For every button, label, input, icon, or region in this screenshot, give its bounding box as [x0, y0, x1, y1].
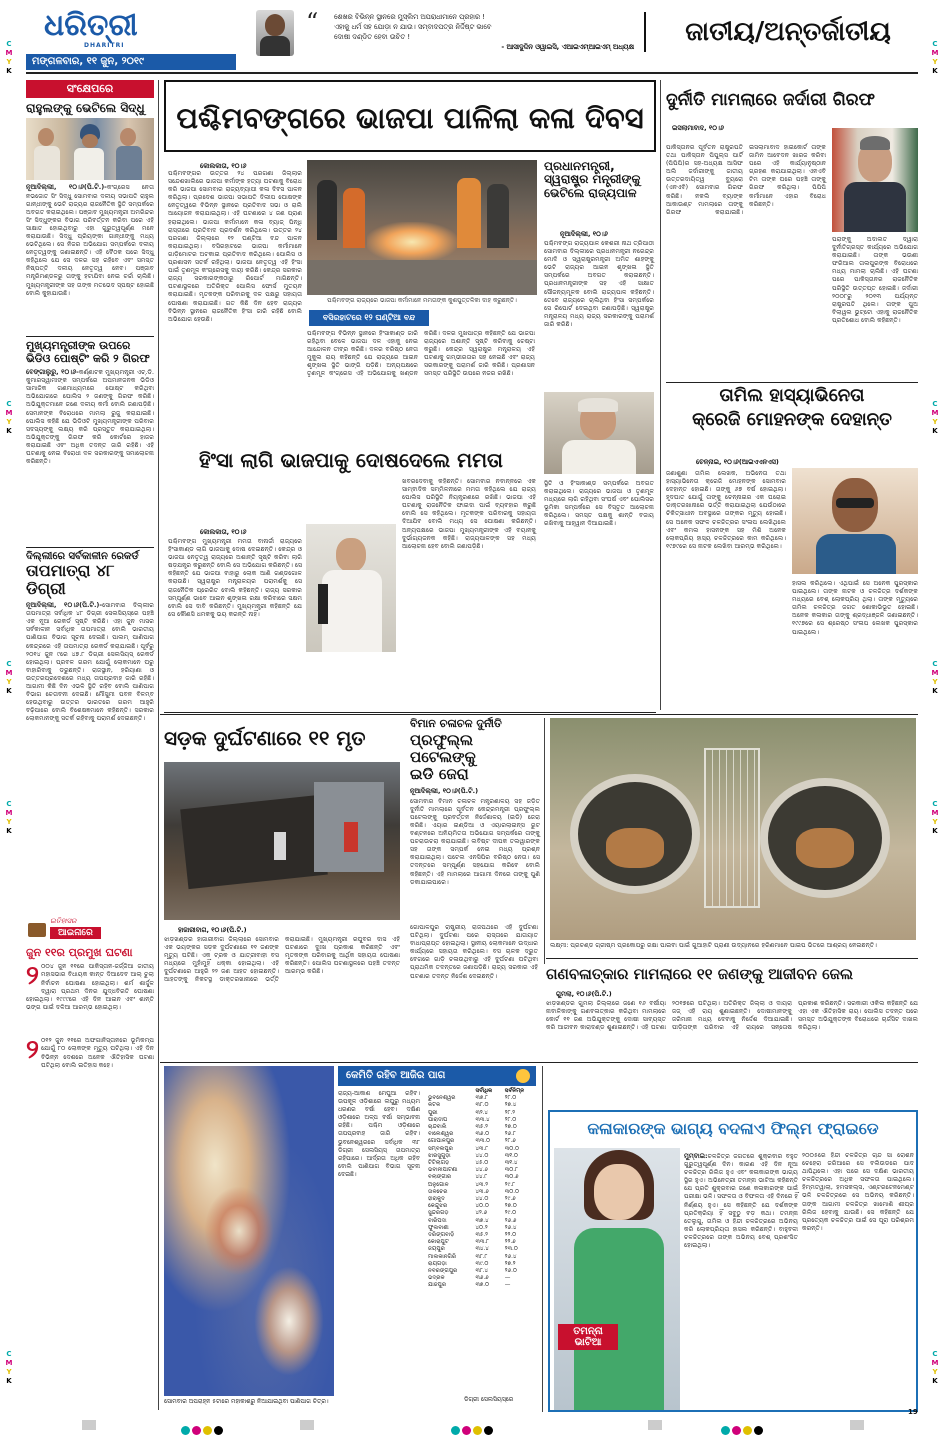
weather-row: [426, 1167, 536, 1174]
weather-city: ଯାଜପୁର: [428, 1282, 447, 1289]
weather-row: [426, 1261, 536, 1268]
weather-row: [426, 1146, 536, 1153]
lead-body-2: ପଶ୍ଚିମବଙ୍ଗ ବିଭିନ୍ନ ସ୍ଥାନରେ ହିଂସାକାଣ୍ଡ ଜାରି ରହିଥିବା ବେଳେ ଭାଜପା ଦଳ ଏହାକୁ ନେଇ ଆନ୍ଦୋଳନ ତୀବ୍ର କରିଛି। ଦଳର ବରିଷ୍ଠ ନେତା ମୁକୁଲ ରାୟ କହିଛନ୍ତି ଯେ ରାଜ୍ୟରେ ଆଇନ ଶୃଙ୍ଖଳା ସ୍ଥିତି ଭାଙ୍ଗି ପଡ଼ିଛି। ଅନ୍ୟପକ୍ଷରେ ତୃଣମୂଳ କଂଗ୍ରେସ ଏହି ଅଭିଯୋଗକୁ ଖଣ୍ଡନ କରିଛି। ଦଳର ମୁଖପାତ୍ର କହିଛନ୍ତି ଯେ ଭାଜପା ରାଜ୍ୟରେ ଅଶାନ୍ତି ସୃଷ୍ଟି କରିବାକୁ ଚେଷ୍ଟା କରୁଛି। କେନ୍ଦ୍ର ସ୍ୱରାଷ୍ଟ୍ର ମନ୍ତ୍ରାଳୟ ଏହି ଘଟଣାକୁ ଗମ୍ଭୀରତାର ସହ ନେଇଛି ଏବଂ ରାଜ୍ୟ ସରକାରଙ୍କୁ ପରାମର୍ଶ ଜାରି କରିଛି। ପ୍ରଶାସନ ସମସ୍ତ ପରିସ୍ଥିତି ଉପରେ ନଜର ରଖିଛି।: [307, 330, 535, 378]
weather-city: ସମ୍ବଲପୁର: [428, 1145, 453, 1152]
weather-low: ୩୦.୦: [504, 1188, 520, 1195]
photo-caption: ପଶ୍ଚିମବଙ୍ଗ ରାଜ୍ୟରେ ଭାଜପା କର୍ମୀମାନେ ମମତାଙ୍କ କୁଶପୁତ୍ତଳିକା ଦାହ କରୁଛନ୍ତି।: [327, 297, 517, 304]
tamanna-photo: [554, 1148, 680, 1410]
brief-body: ନୂଆଦିଲ୍ଲୀ, ୧୦।୬(ପି.ଟି.)-କଂଗ୍ରେସ ନେତା ନଭଜୋତ ସିଂ ସିଦ୍ଧୁ ସୋମବାର ଦଳୀୟ ସଭାପତି ରାହୁଲ ଗାନ୍ଧୀଙ୍କୁ ଭେଟି ରାଜ୍ୟର ରାଜନୈତିକ ସ୍ଥିତି ସମ୍ପର୍କରେ ଅବଗତ କରାଇଥିଲେ। ପଞ୍ଜାବ ମୁଖ୍ୟମନ୍ତ୍ରୀ ଅମରିନ୍ଦର ସିଂ ସିଦ୍ଧୁଙ୍କର ବିଭାଗ ପରିବର୍ତ୍ତନ କରିବା ପରେ ଏହି ସାକ୍ଷାତ ହୋଇଥିବାରୁ ଏହା ଗୁରୁତ୍ୱପୂର୍ଣ୍ଣ ମନେ କରାଯାଉଛି। ସିଦ୍ଧୁ ପ୍ରିୟଙ୍କା ଗାନ୍ଧୀଙ୍କୁ ମଧ୍ୟ ଭେଟିଥିଲେ। ସେ ନିଜର ଅଭିଯୋଗ ସମ୍ପର୍କରେ ଦଳୀୟ ନେତୃତ୍ୱଙ୍କୁ ଜଣାଇଛନ୍ତି। ଏହି ବୈଠକ ପରେ ସିଦ୍ଧୁ କହିଥିଲେ ଯେ ସେ ଦଳର ସହ ରହିବେ ଏବଂ ସମସ୍ତ ନିଷ୍ପତ୍ତି ଦଳୀୟ ନେତୃତ୍ୱ ନେବ। ପଞ୍ଜାବ ମନ୍ତ୍ରିମଣ୍ଡଳରୁ ତାଙ୍କୁ ହଟାଯିବା ନେଇ ଚର୍ଚ୍ଚା ଚାଲିଛି। ମୁଖ୍ୟମନ୍ତ୍ରୀଙ୍କ ସହ ତାଙ୍କ ମତଭେଦ ସ୍ପଷ୍ଟ ହୋଇଛି ବୋଲି କୁହାଯାଉଛି।: [26, 183, 154, 297]
weather-row: [426, 1160, 536, 1167]
history-banner: ଇତିହାସର ଆଇନାରେ: [26, 917, 154, 947]
weather-low: —: [504, 1275, 511, 1282]
weather-row: [426, 1246, 536, 1253]
registration-marks: C M Y K: [931, 40, 939, 75]
zardari-body-2: ପରାଙ୍କୁ ଅଦାଲତ ଦ୍ୱାରା ଦୁର୍ନୀତିଗ୍ରସ୍ତ କାର୍ଯ୍ୟରେ ଅଭିଯୋଗ କରାଯାଇଛି। ତାଙ୍କ ଭଉଣୀ ଫରିଆଲ ତାଲପୁରଙ୍କ ବିରୋଧରେ ମଧ୍ୟ ମାମଲା ଚାଲିଛି। ଏହି ଘଟଣା ପରେ ପାକିସ୍ତାନର ରାଜନୈତିକ ପରିସ୍ଥିତି ଉତ୍ତପ୍ତ ହୋଇଛି। ଜର୍ଦାରୀ ୨୦୦୮ରୁ ୨୦୧୩ ପର୍ଯ୍ୟନ୍ତ ରାଷ୍ଟ୍ରପତି ଥିଲେ। ତାଙ୍କ ପୁଅ ବିଲାୱଲ ଭୁଟ୍ଟୋ ଏହାକୁ ରାଜନୈତିକ ପ୍ରତିଶୋଧ ବୋଲି କହିଛନ୍ତି।: [832, 236, 918, 324]
weather-low: ୨୨.୬: [504, 1239, 516, 1246]
mamata-photo: [306, 524, 396, 652]
weather-row: [426, 1254, 536, 1261]
accident-photo: [164, 762, 400, 920]
weather-row: [426, 1196, 536, 1203]
patel-headline: ବିମାନ ଚଳାଚଳ ଦୁର୍ନୀତି: [410, 717, 502, 730]
weather-row: [426, 1117, 536, 1124]
weather-city: ନବରଙ୍ଗପୁର: [428, 1268, 458, 1275]
weather-high: ୪୦.୦: [475, 1203, 489, 1210]
weather-row: [426, 1153, 536, 1160]
weather-high: ୪୫.୦: [475, 1160, 489, 1167]
governor-body-2: ସ୍ଥିତି ଓ ହିଂସାକାଣ୍ଡ ସମ୍ପର୍କରେ ଅବଗତ କରାଇଥିଲେ। ରାଜ୍ୟରେ ଭାଜପା ଓ ତୃଣମୂଳ ମଧ୍ୟରେ ଲାଗି ରହିଥିବା ସଂଘର୍ଷ ଏବଂ ପୋଲିସର ଭୂମିକା ସମ୍ପର୍କରେ ସେ ବିସ୍ତୃତ ଆଲୋଚନା କରିଥିଲେ। ସମସ୍ତ ପକ୍ଷକୁ ଶାନ୍ତି ବଜାୟ ରଖିବାକୁ ଆହ୍ୱାନ ଦିଆଯାଇଛି।: [544, 480, 654, 528]
weather-high: ୪୩.୮: [475, 1145, 489, 1152]
brief-body: ନୂଆଦିଲ୍ଲୀ, ୧୦।୬(ପି.ଟି.)-ସୋମବାର ଦିଲ୍ଲୀର ତାପମାତ୍ରା ସର୍ବାଧିକ ୪୮ ଡିଗ୍ରୀ ସେଲସିୟସ୍‌ରେ ପହଞ୍ଚି ଏକ ନୂଆ ରେକର୍ଡ ସୃଷ୍ଟି କରିଛି। ଏହା ଜୁନ ମାସର ସର୍ବକାଳୀନ ସର୍ବାଧିକ ତାପମାତ୍ରା ବୋଲି ଭାରତୀୟ ପାଣିପାଗ ବିଭାଗ ସୂଚନା ଦେଇଛି। ପାଲମ୍ ପାଣିପାଗ କେନ୍ଦ୍ରରେ ଏହି ତାପମାତ୍ରା ରେକର୍ଡ କରାଯାଇଛି। ପୂର୍ବରୁ ୨୦୧୪ ଜୁନ ୯ରେ ୪୭.୮ ଡିଗ୍ରୀ ସେଲସିୟସ୍ ରେକର୍ଡ ହୋଇଥିଲା। ପ୍ରବଳ ଗରମ ଯୋଗୁଁ ଲୋକମାନେ ଘରୁ ବାହାରିବାକୁ ଡରୁଛନ୍ତି। ରାଜସ୍ଥାନ, ହରିୟାଣା ଓ ଉତ୍ତରପ୍ରଦେଶରେ ମଧ୍ୟ ତାପପ୍ରବାହ ଜାରି ରହିଛି। ଆଗାମୀ କିଛି ଦିନ ଏଭଳି ସ୍ଥିତି ରହିବ ବୋଲି ପାଣିପାଗ ବିଭାଗ ଚେତାବନୀ ଦେଇଛି। ମୌସୁମୀ ପବନ ବିଳମ୍ବ ହେଉଥିବାରୁ ଉତ୍ତର ଭାରତରେ ଗରମ ଆହୁରି ବଢ଼ିପାରେ ବୋଲି ବିଶେଷଜ୍ଞମାନେ କହିଛନ୍ତି। ସରକାର ଲୋକମାନଙ୍କୁ ସତର୍କ ରହିବାକୁ ପରାମର୍ଶ ଦେଇଛନ୍ତି।: [26, 601, 154, 723]
brief-body: ବେଙ୍ଗାଲୁରୁ, ୧୦।୬-କର୍ଣ୍ଣାଟକ ମୁଖ୍ୟମନ୍ତ୍ରୀ ଏଚ୍‌.ଡି. କୁମାରସ୍ୱାମୀଙ୍କ ସମ୍ପର୍କରେ ଅପମାନଜନକ ଭିଡିଓ ସାମାଜିକ ଗଣମାଧ୍ୟମରେ ପୋଷ୍ଟ କରିଥିବା ଅଭିଯୋଗରେ ପୋଲିସ ୨ ଜଣଙ୍କୁ ଗିରଫ କରିଛି। ଅଭିଯୁକ୍ତମାନେ ଜଣେ ଦଳୀୟ କର୍ମୀ ବୋଲି ଜଣାପଡ଼ିଛି। ସେମାନଙ୍କ ବିରୋଧରେ ମାମଲା ରୁଜୁ କରାଯାଇଛି। ପୋଲିସ କହିଛି ଯେ ଭିଡିଓଟି ମୁଖ୍ୟମନ୍ତ୍ରୀଙ୍କ ପରିବାର ସଦସ୍ୟଙ୍କୁ ଲକ୍ଷ୍ୟ କରି ପ୍ରସ୍ତୁତ କରାଯାଇଥିଲା। ଅଭିଯୁକ୍ତଙ୍କୁ ଗିରଫ କରି କୋର୍ଟରେ ହାଜର କରାଯାଇଛି ଏବଂ ଅଧିକ ତଦନ୍ତ ଜାରି ରହିଛି। ଏହି ଘଟଣାକୁ ନେଇ ବିରୋଧୀ ଦଳ ସରକାରଙ୍କୁ ସମାଲୋଚନା କରିଛନ୍ତି।: [26, 368, 154, 466]
weather-city: କୋରାପୁଟ: [428, 1239, 449, 1246]
mamata-headline: ହିଂସା ଲାଗି ଭାଜପାକୁ ଦୋଷଦେଲେ ମମତା: [199, 448, 503, 472]
registration-marks: C M Y K: [5, 800, 13, 835]
deer-caption: ଲକ୍ଷ୍ମୀ: ପ୍ରଚଣ୍ଡ ଗ୍ରୀଷ୍ମ ପ୍ରକୋପରୁ ରକ୍ଷା ପାଇବା ପାଇଁ ଗୁଆହାଟି ପ୍ରାଣୀ ଉଦ୍ୟାନରେ ହରିଣମାନେ ପାଇପ ଭିତରେ ଆଶ୍ରୟ ନେଇଛନ୍ତି।: [550, 942, 877, 949]
weather-row: [426, 1102, 536, 1109]
registration-marks: C M Y K: [931, 400, 939, 435]
history-entry: ୨ ୦୦୪ ଜୁନ ୧୧ରେ ପାକିସ୍ତାନ-ଜର୍ଜ୍ଜିଆ ଜାତୀୟ ମହାସଭାର ବିଧାୟକ କାନ୍ତ ଦିଆଦେବ ଆଲ୍ ଚୁଲା ନିର୍ବାଚନ ଘୋଷଣା ହୋଇଥିଲା। ଶର୍ମ ଶାର୍ଦ୍ଦୁଳ ଦ୍ୱାରା ପ୍ରଥମ ଦିନର ଯୁଦ୍ଧବିରତି ଘୋଷଣା ହୋଇଥିଲା। ୧୯୯୯ରେ ଏହି ଦିନ ଆଇନ ଏବଂ ଶାନ୍ତି ଭଙ୍ଗ ପାଇଁ ଦଳିଆ ଆରମ୍ଭ ହୋଇଥିଲା।: [26, 961, 154, 1011]
page-number: 19: [908, 1408, 918, 1416]
registration-marks: C M Y K: [931, 660, 939, 695]
section-title: ଜାତୀୟ/ଅନ୍ତର୍ଜାତୀୟ: [644, 12, 930, 52]
weather-row: [426, 1182, 536, 1189]
weather-city: ଚାନ୍ଦବାଲି: [428, 1124, 447, 1131]
brief-headline: ରାହୁଲଙ୍କୁ ଭେଟିଲେ ସିଦ୍ଧୁ: [26, 101, 145, 115]
weather-high: ୩୮.୦: [475, 1102, 489, 1109]
registration-marks: C M Y K: [931, 1350, 939, 1385]
briefs-banner: ସଂକ୍ଷେପରେ: [26, 80, 154, 98]
weather-header: କେମିତି ରହିବ ଆଜିର ପାଗ: [338, 1066, 536, 1086]
weather-city: ପୁରୀ: [428, 1109, 438, 1116]
sub-banner: ବସିରହାଟରେ ୧୨ ଘଣ୍ଟିଆ ବନ୍ଦ: [309, 310, 429, 326]
weather-city: କଟକ: [428, 1102, 441, 1109]
registration-marks: C M Y K: [5, 40, 13, 75]
crazy-body-2: ହାସଲ କରିଥିଲେ। ଏଥିପାଇଁ ସେ ଅନେକ ପୁରସ୍କାର ପାଇଥିଲେ। ତାଙ୍କ ନାଟକ ଓ ଚଳଚ୍ଚିତ୍ର ଦର୍ଶକଙ୍କ ମଧ୍ୟରେ ବେଶ୍ ଲୋକପ୍ରିୟ ଥିଲା। ତାଙ୍କ ମୃତ୍ୟୁରେ ତାମିଲ ଚଳଚ୍ଚିତ୍ର ଜଗତ ଶୋକାଭିଭୂତ ହୋଇଛି। ଅନେକ କଳାକାର ତାଙ୍କୁ ଶ୍ରଦ୍ଧାଞ୍ଜଳି ଜଣାଇଛନ୍ତି। ୧୯୯୭ରେ ସେ ଶ୍ରେଷ୍ଠ ସଂଳାପ ଲେଖକ ପୁରସ୍କାର ପାଇଥିଲେ।: [792, 580, 918, 636]
weather-city: ରାୟଗଡ଼ା: [428, 1260, 447, 1267]
weather-high: ୪୪.୦: [475, 1196, 489, 1203]
weather-row: [426, 1189, 536, 1196]
governor-body: ପଶ୍ଚିମବଙ୍ଗ ରାଜ୍ୟପାଳ କେଶରୀ ନାଥ ତ୍ରିପାଠୀ ସୋମବାର ଦିଲ୍ଲୀରେ ପ୍ରଧାନମନ୍ତ୍ରୀ ନରେନ୍ଦ୍ର ମୋଦି ଓ ସ୍ୱରାଷ୍ଟ୍ରମନ୍ତ୍ରୀ ଅମିତ ଶାହଙ୍କୁ ଭେଟି ରାଜ୍ୟର ଆଇନ ଶୃଙ୍ଖଳା ସ୍ଥିତି ସମ୍ପର୍କରେ ଅବଗତ କରାଇଛନ୍ତି। ପ୍ରଧାନମନ୍ତ୍ରୀଙ୍କ ସହ ଏହି ସାକ୍ଷାତ ସୌଜନ୍ୟମୂଳକ ବୋଲି ରାଜ୍ୟପାଳ କହିଛନ୍ତି। ତେବେ ରାଜ୍ୟରେ ଚାଲିଥିବା ହିଂସା ସମ୍ପର୍କରେ ସେ ରିପୋର୍ଟ ଦେଇଥିବା ଜଣାପଡ଼ିଛି। ସ୍ୱରାଷ୍ଟ୍ର ମନ୍ତ୍ରାଳୟ ମଧ୍ୟ ରାଜ୍ୟ ସରକାରଙ୍କୁ ପରାମର୍ଶ ଜାରି କରିଛି।: [544, 240, 654, 328]
weather-high: ୩୮.୮: [475, 1253, 488, 1260]
name-badge: ତମନ୍ନା ଭାଟିଆ: [558, 1324, 618, 1350]
weather-low: ୨୭.୪: [504, 1102, 517, 1109]
accident-story: ସଡ଼କ ଦୁର୍ଘଟଣାରେ ୧୧ ମୃତ ହାଜାରୀବାଗ, ୧୦।୬(ପି.ଟି.) ଝାଡ଼ଖଣ୍ଡର ହାଜାରୀବାଗ ଜିଲ୍ଲାରେ ସୋମବାର ଏକ ଭୟଙ୍କର ସଡ଼କ ଦୁର୍ଘଟଣାରେ ୧୧ ଜଣଙ୍କ ମୃତ୍ୟୁ ଘଟିଛି। ଏକ ଟ୍ରକ ଓ ଯାତ୍ରୀବାହୀ ବସ ମଧ୍ୟରେ ମୁହାଁମୁହିଁ ଧକ୍କା ହୋଇଥିଲା। ଏହି ଦୁର୍ଘଟଣାରେ ଆହୁରି ୨୨ ଜଣ ଆହତ ହୋଇଛନ୍ତି। ଆହତଙ୍କୁ ନିକଟସ୍ଥ ଡାକ୍ତରଖାନାରେ ଭର୍ତ୍ତି କରାଯାଇଛି। ମୁଖ୍ୟମନ୍ତ୍ରୀ ରଘୁବର ଦାସ ଏହି ଘଟଣାରେ ଦୁଃଖ ପ୍ରକାଶ କରିଛନ୍ତି ଏବଂ ମୃତକଙ୍କ ପରିବାରକୁ ଆର୍ଥିକ ସହାୟତା ଘୋଷଣା କରିଛନ୍ତି। ପୋଲିସ ଘଟଣାସ୍ଥଳରେ ପହଞ୍ଚି ତଦନ୍ତ ଆରମ୍ଭ କରିଛି।: [164, 718, 404, 1058]
weather-city: ବଲାଙ୍ଗୀର: [428, 1174, 452, 1181]
accident-headline: ସଡ଼କ ଦୁର୍ଘଟଣାରେ ୧୧ ମୃତ: [164, 726, 366, 750]
weather-high: ୪୪.୬: [475, 1167, 488, 1174]
weather-row: [426, 1232, 536, 1239]
brief-photo: [26, 118, 154, 180]
patel-body: ସୋମବାର ବିମାନ ଚଳାଚଳ ମନ୍ତ୍ରଣାଳୟ ସହ ଜଡ଼ିତ ଦୁର୍ନୀତି ମାମଲାରେ ପୂର୍ବତନ କେନ୍ଦ୍ରମନ୍ତ୍ରୀ ପ୍ରଫୁଲ୍ଲ ପଟେଲଙ୍କୁ ପ୍ରବର୍ତ୍ତନ ନିର୍ଦ୍ଦେଶାଳୟ (ଇଡି) ଜେରା କରିଛି। ଏୟାର ଇଣ୍ଡିଆ ଓ ଏୟାରଲାଇନ୍ସ ରୁଟ ବଣ୍ଟନରେ ଅନିୟମିତତା ଅଭିଯୋଗ ସମ୍ପର୍କରେ ତାଙ୍କୁ ପଚରାଉଚରା କରାଯାଇଛି। ଲବିଷ୍ଟ ଦୀପକ ତଲୱାରଙ୍କ ସହ ତାଙ୍କ ସମ୍ପର୍କ ନେଇ ମଧ୍ୟ ପ୍ରଶ୍ନ କରାଯାଇଥିଲା। ପଟେଲ ଏନସିପିର ବରିଷ୍ଠ ନେତା। ସେ ତଦନ୍ତରେ ସମ୍ପୂର୍ଣ୍ଣ ସହଯୋଗ କରିବେ ବୋଲି କହିଛନ୍ତି। ଏହି ମାମଲାରେ ଆଗାମୀ ଦିନରେ ତାଙ୍କୁ ପୁଣି ଡକାଯାଇପାରେ।: [410, 797, 540, 886]
gang-body: ଝାଡ଼ଖଣ୍ଡର ଗୁମଲା ଜିଲ୍ଲାରେ ଜଣେ ୧୬ ବର୍ଷୀୟା ନାବାଳିକାଙ୍କୁ ଗଣବଳାତ୍କାର କରିଥିବା ମାମଲାରେ କୋର୍ଟ ୧୧ ଜଣ ଅଭିଯୁକ୍ତଙ୍କୁ ଦୋଷୀ ସାବ୍ୟସ୍ତ କରି ଆଜୀବନ କାରାଦଣ୍ଡ ଶୁଣାଇଛନ୍ତି। ଏହି ଘଟଣା ୨୦୧୭ରେ ଘଟିଥିଲା। ଅତିରିକ୍ତ ଜିଲ୍ଲା ଓ ଦାୟରା ଜଜ୍ ଏହି ରାୟ ଶୁଣାଇଛନ୍ତି। ଦୋଷୀମାନଙ୍କୁ ଜରିମାନା ମଧ୍ୟ ଦେବାକୁ ନିର୍ଦ୍ଦେଶ ଦିଆଯାଇଛି। ପୀଡ଼ିତାଙ୍କ ପରିବାର ଏହି ରାୟରେ ସନ୍ତୋଷ ପ୍ରକାଶ କରିଛନ୍ତି। ସରକାରୀ ଓକିଲ କହିଛନ୍ତି ଯେ ଏହା ଏକ ଐତିହାସିକ ରାୟ। ପୋଲିସ ତଦନ୍ତ ପରେ ସମସ୍ତ ଅଭିଯୁକ୍ତଙ୍କ ବିରୋଧରେ ଚାର୍ଜସିଟ ଦାଖଲ କରିଥିଲା।: [546, 1000, 918, 1032]
weather-row: [426, 1210, 536, 1217]
weather-low: ୨୬.୬: [504, 1217, 517, 1224]
weather-high: ୩୨.୪: [475, 1109, 488, 1116]
zardari-headline: ଦୁର୍ନୀତି ମାମଲାରେ ଜର୍ଦାରୀ ଗିରଫ: [666, 90, 875, 110]
satellite-caption: ସୋମବାର ଅପରାହ୍ନ ୫ଟାରେ ମହାକାଶରୁ ନିଆଯାଇଥିବା ପାଣିପାଗ ଚିତ୍ର।: [164, 1398, 329, 1405]
weather-city: ଭବାନୀପାଟଣା: [428, 1167, 458, 1174]
book-icon: [28, 923, 46, 937]
patel-story: ବିମାନ ଚଳାଚଳ ଦୁର୍ନୀତି ପ୍ରଫୁଲ୍ଲ ପଟେଲଙ୍କୁ ଇଡି ଜେରା ନୂଆଦିଲ୍ଲୀ, ୧୦।୬(ପି.ଟି.) ସୋମବାର ବିମାନ ଚଳାଚଳ ମନ୍ତ୍ରଣାଳୟ ସହ ଜଡ଼ିତ ଦୁର୍ନୀତି ମାମଲାରେ ପୂର୍ବତନ କେନ୍ଦ୍ରମନ୍ତ୍ରୀ ପ୍ରଫୁଲ୍ଲ ପଟେଲଙ୍କୁ ପ୍ରବର୍ତ୍ତନ ନିର୍ଦ୍ଦେଶାଳୟ (ଇଡି) ଜେରା କରିଛି। ଏୟାର ଇଣ୍ଡିଆ ଓ ଏୟାରଲାଇନ୍ସ ରୁଟ ବଣ୍ଟନରେ ଅନିୟମିତତା ଅଭିଯୋଗ ସମ୍ପର୍କରେ ତାଙ୍କୁ ପଚରାଉଚରା କରାଯାଇଛି। ଲବିଷ୍ଟ ଦୀପକ ତଲୱାରଙ୍କ ସହ ତାଙ୍କ ସମ୍ପର୍କ ନେଇ ମଧ୍ୟ ପ୍ରଶ୍ନ କରାଯାଇଥିଲା। ପଟେଲ ଏନସିପିର ବରିଷ୍ଠ ନେତା। ସେ ତଦନ୍ତରେ ସମ୍ପୂର୍ଣ୍ଣ ସହଯୋଗ କରିବେ ବୋଲି କହିଛନ୍ତି। ଏହି ମାମଲାରେ ଆଗାମୀ ଦିନରେ ତାଙ୍କୁ ପୁଣି ଡକାଯାଇପାରେ।: [410, 718, 540, 922]
weather-low: ୨୮.୦: [504, 1095, 517, 1102]
weather-row: [426, 1275, 536, 1282]
weather-low: ୩୧.୦: [504, 1152, 518, 1159]
weather-low: ୨୮.୦: [504, 1116, 517, 1123]
patel-headline: ପ୍ରଫୁଲ୍ଲ ପଟେଲଙ୍କୁ: [410, 731, 476, 767]
weather-high: ୩୭.୦: [475, 1282, 490, 1289]
weather-high: ୩୬.୦: [475, 1131, 490, 1138]
weather-row: [426, 1095, 536, 1102]
weather-row: [426, 1218, 536, 1225]
weather-low: ୨୬.୮: [504, 1131, 516, 1138]
weather-row: [426, 1138, 536, 1145]
weather-low: ୨୨.୦: [504, 1232, 517, 1239]
weather-high: ୩୭.୮: [475, 1095, 488, 1102]
zardari-story: ଦୁର୍ନୀତି ମାମଲାରେ ଜର୍ଦାରୀ ଗିରଫ ଇସଲାମାବାଦ, ୧୦।୬ ପାକିସ୍ତାନର ପୂର୍ବତନ ରାଷ୍ଟ୍ରପତି ତଥା ପାକିସ୍ତାନ ପିପୁଲ୍‌ସ ପାର୍ଟି (ପିପିପି)ର ସହ-ଅଧ୍ୟକ୍ଷ ଆସିଫ ଅଲି ଜର୍ଦାରୀଙ୍କୁ ଜାତୀୟ ଉତ୍ତରଦାୟିତ୍ୱ ବ୍ୟୁରୋ (ଏନଏବି) ସୋମବାର ଗିରଫ କରିଛି। ନକଲି ବ୍ୟାଙ୍କ ଆକାଉଣ୍ଟ ମାମଲାରେ ତାଙ୍କୁ ଗିରଫ କରାଯାଇଛି। ଇସଲାମାବାଦ ହାଇକୋର୍ଟ ତାଙ୍କ ଜାମିନ ଆବେଦନ ଖାରଜ କରିବା ପରେ ଏହି କାର୍ଯ୍ୟାନୁଷ୍ଠାନ ଗ୍ରହଣ କରାଯାଇଥିଲା। ଏନଏବି ଟିମ ତାଙ୍କ ଘରେ ପହଞ୍ଚି ତାଙ୍କୁ ଗିରଫ କରିଥିଲା। ପିପିପି କର୍ମୀମାନେ ଏହାର ବିରୋଧ କରିଛନ୍ତି। ପରାଙ୍କୁ ଅଦାଲତ ଦ୍ୱାରା ଦୁର୍ନୀତିଗ୍ରସ୍ତ କାର୍ଯ୍ୟରେ ଅଭିଯୋଗ କରାଯାଇଛି। ତାଙ୍କ ଭଉଣୀ ଫରିଆଲ ତାଲପୁରଙ୍କ ବିରୋଧରେ ମଧ୍ୟ ମାମଲା ଚାଲିଛି। ଏହି ଘଟଣା ପରେ ପାକିସ୍ତାନର ରାଜନୈତିକ ପରିସ୍ଥିତି ଉତ୍ତପ୍ତ ହୋଇଛି। ଜର୍ଦାରୀ ୨୦୦୮ରୁ ୨୦୧୩ ପର୍ଯ୍ୟନ୍ତ ରାଷ୍ଟ୍ରପତି ଥିଲେ। ତାଙ୍କ ପୁଅ ବିଲାୱଲ ଭୁଟ୍ଟୋ ଏହାକୁ ରାଜନୈତିକ ପ୍ରତିଶୋଧ ବୋଲି କହିଛନ୍ତି।: [666, 80, 918, 378]
weather-row: [426, 1282, 536, 1289]
weather-high: ୪୩.୨: [475, 1181, 488, 1188]
weather-low: ୨୮.୬: [504, 1138, 516, 1145]
friday-headline: କଳାକାରଙ୍କ ଭାଗ୍ୟ ବଦଳାଏ ଫିଲ୍ମ ଫ୍ରାଇଡେ: [587, 1119, 879, 1138]
weather-row: [426, 1131, 536, 1138]
masthead-date: ମଙ୍ଗଳବାର, ୧୧ ଜୁନ, ୨୦୧୯: [26, 54, 236, 70]
crazy-body: ଜଣାଶୁଣା ତାମିଲ ଲେଖକ, ଅଭିନେତା ତଥା ହାସ୍ୟାଭିନେତା କ୍ରେଜି ମୋହନଙ୍କ ସୋମବାର ଦେହାନ୍ତ ହୋଇଛି। ତାଙ୍କୁ ୬୭ ବର୍ଷ ହୋଇଥିଲା। ହୃଦଘାତ ଯୋଗୁଁ ତାଙ୍କୁ ଚେନ୍ନାଇର ଏକ ଘରୋଇ ଡାକ୍ତରଖାନାରେ ଭର୍ତ୍ତି କରାଯାଇଥିଲା ଯେଉଁଠାରେ ଚିକିତ୍ସାଧୀନ ଅବସ୍ଥାରେ ତାଙ୍କର ମୃତ୍ୟୁ ହୋଇଛି। ସେ ଅନେକ ସଫଳ ଚଳଚ୍ଚିତ୍ରର ସଂଳାପ ଲେଖିଥିଲେ ଏବଂ କମଲ ହାସନଙ୍କ ସହ ମିଶି ଅନେକ ଲୋକପ୍ରିୟ ହାସ୍ୟ ଚଳଚ୍ଚିତ୍ରରେ କାମ କରିଥିଲେ। ୧୯୭୯ରେ ସେ ନାଟକ ଲେଖିବା ଆରମ୍ଭ କରିଥିଲେ।: [666, 470, 786, 550]
quote-icon: “: [306, 8, 319, 36]
friday-story: [548, 1110, 918, 1412]
accident-body-2: ଗୋପାଳପୁର ରାଷ୍ଟ୍ରୀୟ ରାଜପଥରେ ଏହି ଦୁର୍ଘଟଣା ଘଟିଥିଲା। ଦୁର୍ଘଟଣା ପରେ ରାସ୍ତାରେ ଯାତାୟାତ ବାଧାପ୍ରାପ୍ତ ହୋଇଥିଲା। ସ୍ଥାନୀୟ ଲୋକମାନେ ଉଦ୍ଧାର କାର୍ଯ୍ୟରେ ସହାୟତା କରିଥିଲେ। ବସ ଚାଳକ ଦ୍ରୁତ ବେଗରେ ଗାଡ଼ି ଚଳାଉଥିବାରୁ ଏହି ଦୁର୍ଘଟଣା ଘଟିଥିବା ପ୍ରାଥମିକ ତଦନ୍ତରେ ଜଣାପଡ଼ିଛି। ରାଜ୍ୟ ସରକାର ଏହି ଘଟଣାର ତଦନ୍ତ ନିର୍ଦ୍ଦେଶ ଦେଇଛନ୍ତି।: [410, 924, 538, 980]
weather-city: ଝାରସୁଗୁଡ଼ା: [428, 1152, 451, 1159]
zardari-body: ପାକିସ୍ତାନର ପୂର୍ବତନ ରାଷ୍ଟ୍ରପତି ତଥା ପାକିସ୍ତାନ ପିପୁଲ୍‌ସ ପାର୍ଟି (ପିପିପି)ର ସହ-ଅଧ୍ୟକ୍ଷ ଆସିଫ ଅଲି ଜର୍ଦାରୀଙ୍କୁ ଜାତୀୟ ଉତ୍ତରଦାୟିତ୍ୱ ବ୍ୟୁରୋ (ଏନଏବି) ସୋମବାର ଗିରଫ କରିଛି। ନକଲି ବ୍ୟାଙ୍କ ଆକାଉଣ୍ଟ ମାମଲାରେ ତାଙ୍କୁ ଗିରଫ କରାଯାଇଛି। ଇସଲାମାବାଦ ହାଇକୋର୍ଟ ତାଙ୍କ ଜାମିନ ଆବେଦନ ଖାରଜ କରିବା ପରେ ଏହି କାର୍ଯ୍ୟାନୁଷ୍ଠାନ ଗ୍ରହଣ କରାଯାଇଥିଲା। ଏନଏବି ଟିମ ତାଙ୍କ ଘରେ ପହଞ୍ଚି ତାଙ୍କୁ ଗିରଫ କରିଥିଲା। ପିପିପି କର୍ମୀମାନେ ଏହାର ବିରୋଧ କରିଛନ୍ତି।: [666, 144, 826, 216]
weather-city: ହୀରାକୁଦ: [428, 1196, 445, 1203]
weather-city: ମାଲକାନଗିରି: [428, 1253, 457, 1260]
weather-low: ୨୯.୮: [504, 1181, 516, 1188]
weather-low: ୨୩.୦: [504, 1246, 518, 1253]
weather-high: ୩୩.୮: [475, 1239, 489, 1246]
accident-body: ଝାଡ଼ଖଣ୍ଡର ହାଜାରୀବାଗ ଜିଲ୍ଲାରେ ସୋମବାର ଏକ ଭୟଙ୍କର ସଡ଼କ ଦୁର୍ଘଟଣାରେ ୧୧ ଜଣଙ୍କ ମୃତ୍ୟୁ ଘଟିଛି। ଏକ ଟ୍ରକ ଓ ଯାତ୍ରୀବାହୀ ବସ ମଧ୍ୟରେ ମୁହାଁମୁହିଁ ଧକ୍କା ହୋଇଥିଲା। ଏହି ଦୁର୍ଘଟଣାରେ ଆହୁରି ୨୨ ଜଣ ଆହତ ହୋଇଛନ୍ତି। ଆହତଙ୍କୁ ନିକଟସ୍ଥ ଡାକ୍ତରଖାନାରେ ଭର୍ତ୍ତି କରାଯାଇଛି। ମୁଖ୍ୟମନ୍ତ୍ରୀ ରଘୁବର ଦାସ ଏହି ଘଟଣାରେ ଦୁଃଖ ପ୍ରକାଶ କରିଛନ୍ତି ଏବଂ ମୃତକଙ୍କ ପରିବାରକୁ ଆର୍ଥିକ ସହାୟତା ଘୋଷଣା କରିଛନ୍ତି। ପୋଲିସ ଘଟଣାସ୍ଥଳରେ ପହଞ୍ଚି ତଦନ୍ତ ଆରମ୍ଭ କରିଛି।: [164, 936, 400, 984]
weather-box: [164, 1066, 536, 1412]
weather-high: ୩୬.୬: [475, 1275, 489, 1282]
lead-body: ପଶ୍ଚିମବଙ୍ଗର ଉତ୍ତର ୨୪ ପରଗଣା ଜିଲ୍ଲାର ସନ୍ଦେଶଖାଲିରେ ଭାଜପା କର୍ମୀଙ୍କ ହତ୍ୟା ଘଟଣାକୁ ବିରୋଧ କରି ଭାଜପା ସୋମବାର ରାଜ୍ୟବ୍ୟାପୀ କଳା ଦିବସ ପାଳନ କରିଥିଲା। ପ୍ରଦେଶ ଭାଜପା ସଭାପତି ଦିଲୀପ ଘୋଷଙ୍କ ନେତୃତ୍ୱରେ ବିଭିନ୍ନ ସ୍ଥାନରେ ପ୍ରତିବାଦ ସଭା ଓ ରାଲି ଆୟୋଜନ କରାଯାଇଥିଲା। ଏହି ଘଟଣାରେ ୪ ଜଣ ପ୍ରାଣ ହରାଇଥିଲେ। ଭାଜପା କର୍ମୀମାନେ କଳା ବ୍ୟାଜ୍ ପିନ୍ଧି ରାସ୍ତାରେ ପ୍ରତିବାଦ ପ୍ରଦର୍ଶନ କରିଥିଲେ। ଉତ୍ତର ୨୪ ପରଗଣା ଜିଲ୍ଲାରେ ୧୨ ଘଣ୍ଟିଆ ବନ୍ଦ ପାଳନ କରାଯାଇଥିଲା। ବସିରହାଟରେ ଭାଜପା କର୍ମୀମାନେ ଗାଡ଼ିମୋଟର ଅଟକାଇ ପ୍ରତିବାଦ କରିଥିଲେ। ପୋଲିସ ଓ ପ୍ରଶାସନ ସତର୍କ ରହିଥିଲା। ଭାଜପା ନେତୃତ୍ୱ ଏହି ହିଂସା ପାଇଁ ତୃଣମୂଳ କଂଗ୍ରେସକୁ ଦାୟୀ କରିଛି। କେନ୍ଦ୍ର ସରକାର ରାଜ୍ୟ ସରକାରଙ୍କଠାରୁ ରିପୋର୍ଟ ମାଗିଛନ୍ତି। ଘଟଣାସ୍ଥଳରେ ଅତିରିକ୍ତ ପୋଲିସ ଫୋର୍ସ ମୁତୟନ କରାଯାଇଛି। ମୃତକଙ୍କ ପରିବାରକୁ ଦଳ ପକ୍ଷରୁ ସହାୟତା ଘୋଷଣା କରାଯାଇଛି। ଗତ କିଛି ଦିନ ହେବ ରାଜ୍ୟର ବିଭିନ୍ନ ସ୍ଥାନରେ ରାଜନୈତିକ ହିଂସା ଜାରି ରହିଛି ବୋଲି ଅଭିଯୋଗ ହେଉଛି।: [168, 170, 302, 323]
patel-headline: ଇଡି ଜେରା: [410, 764, 469, 783]
zardari-photo: [832, 128, 918, 232]
weather-city: ସୁନ୍ଦରଗଡ଼: [428, 1210, 449, 1217]
weather-city: ବାରିପଦା: [428, 1217, 447, 1224]
dharitri-logo: ଧରିତ୍ରୀ DHARITRI: [44, 8, 138, 49]
weather-high: ୩୮.୪: [475, 1268, 489, 1275]
registration-marks: C M Y K: [931, 800, 939, 835]
brief-headline: ମୁଖ୍ୟମନ୍ତ୍ରୀଙ୍କ ଉପରେ ଭିଡିଓ ପୋଷ୍ଟିଂ କରି ୨ ଗିରଫ: [26, 339, 150, 365]
weather-low: ୨୭.୦: [504, 1124, 517, 1131]
crazy-headline: କ୍ରେଜି ମୋହନଙ୍କ ଦେହାନ୍ତ: [692, 409, 892, 431]
weather-high: ୪୪.୮: [475, 1174, 488, 1181]
weather-high: ୩୭.୪: [475, 1217, 489, 1224]
weather-city: ଟିଟିଲାଗଡ଼: [428, 1160, 450, 1167]
weather-row: [426, 1203, 536, 1210]
weather-low: ୨୯.୬: [504, 1196, 516, 1203]
friday-body: ମୁମ୍ବାଇ:ଚଳଚ୍ଚିତ୍ର ଜଗତରେ ଶୁକ୍ରବାର ବହୁତ ଗୁରୁତ୍ୱପୂର୍ଣ୍ଣ ଦିନ। କାରଣ ଏହି ଦିନ ନୂଆ ଚଳଚ୍ଚିତ୍ର ରିଲିଜ ହୁଏ ଏବଂ କଳାକାରଙ୍କ ଭାଗ୍ୟ ସ୍ଥିର ହୁଏ। ଅଭିନେତ୍ରୀ ତମନ୍ନା ଭାଟିଆ କହିଛନ୍ତି ଯେ ପ୍ରତି ଶୁକ୍ରବାର ଜଣେ କଳାକାରଙ୍କ ପାଇଁ ପରୀକ୍ଷା ଭଳି। ସଫଳତା ଓ ବିଫଳତା ଏହି ଦିନରେ ହିଁ ନିର୍ଣ୍ଣୟ ହୁଏ। ସେ କହିଛନ୍ତି ଯେ ଦର୍ଶକଙ୍କ ପ୍ରତିକ୍ରିୟା ହିଁ ସବୁଠୁ ବଡ଼ କଥା। ତମନ୍ନା ତେଲୁଗୁ, ତାମିଲ ଓ ହିନ୍ଦୀ ଚଳଚ୍ଚିତ୍ରରେ ଅଭିନୟ କରି ଲୋକପ୍ରିୟତା ହାସଲ କରିଛନ୍ତି। ବାହୁବଳୀ ଚଳଚ୍ଚିତ୍ରରେ ତାଙ୍କ ଅଭିନୟ ବେଶ୍ ପ୍ରଶଂସିତ ହୋଇଥିଲା।: [684, 1152, 799, 1250]
weather-row: [426, 1239, 536, 1246]
weather-low: ୩୦.୬: [504, 1174, 519, 1181]
crazy-mohan-story: ତାମିଲ ହାସ୍ୟାଭିନେତା କ୍ରେଜି ମୋହନଙ୍କ ଦେହାନ୍ତ ଚେନ୍ନାଇ, ୧୦।୬(ଆଇଏଏନଏସ) ଜଣାଶୁଣା ତାମିଲ ଲେଖକ, ଅଭିନେତା ତଥା ହାସ୍ୟାଭିନେତା କ୍ରେଜି ମୋହନଙ୍କ ସୋମବାର ଦେହାନ୍ତ ହୋଇଛି। ତାଙ୍କୁ ୬୭ ବର୍ଷ ହୋଇଥିଲା। ହୃଦଘାତ ଯୋଗୁଁ ତାଙ୍କୁ ଚେନ୍ନାଇର ଏକ ଘରୋଇ ଡାକ୍ତରଖାନାରେ ଭର୍ତ୍ତି କରାଯାଇଥିଲା ଯେଉଁଠାରେ ଚିକିତ୍ସାଧୀନ ଅବସ୍ଥାରେ ତାଙ୍କର ମୃତ୍ୟୁ ହୋଇଛି। ସେ ଅନେକ ସଫଳ ଚଳଚ୍ଚିତ୍ରର ସଂଳାପ ଲେଖିଥିଲେ ଏବଂ କମଲ ହାସନଙ୍କ ସହ ମିଶି ଅନେକ ଲୋକପ୍ରିୟ ହାସ୍ୟ ଚଳଚ୍ଚିତ୍ରରେ କାମ କରିଥିଲେ। ୧୯୭୯ରେ ସେ ନାଟକ ଲେଖିବା ଆରମ୍ଭ କରିଥିଲେ। ହାସଲ କରିଥିଲେ। ଏଥିପାଇଁ ସେ ଅନେକ ପୁରସ୍କାର ପାଇଥିଲେ। ତାଙ୍କ ନାଟକ ଓ ଚଳଚ୍ଚିତ୍ର ଦର୍ଶକଙ୍କ ମଧ୍ୟରେ ବେଶ୍ ଲୋକପ୍ରିୟ ଥିଲା। ତାଙ୍କ ମୃତ୍ୟୁରେ ତାମିଲ ଚଳଚ୍ଚିତ୍ର ଜଗତ ଶୋକାଭିଭୂତ ହୋଇଛି। ଅନେକ କଳାକାର ତାଙ୍କୁ ଶ୍ରଦ୍ଧାଞ୍ଜଳି ଜଣାଇଛନ୍ତି। ୧୯୯୭ରେ ସେ ଶ୍ରେଷ୍ଠ ସଂଳାପ ଲେଖକ ପୁରସ୍କାର ପାଇଥିଲେ।: [666, 386, 918, 710]
weather-low: ୨୯.୦: [504, 1210, 517, 1217]
history-entry: ୨ ୦୧୨ ଜୁନ ୧୧ରେ ଅଫଗାନିସ୍ତାନରେ ଭୂମିକମ୍ପ ଯୋଗୁଁ ୮୦ ଲୋକଙ୍କ ମୃତ୍ୟୁ ଘଟିଥିଲା। ଏହି ଦିନ ବିଭିନ୍ନ ଦେଶରେ ଅନେକ ଐତିହାସିକ ଘଟଣା ଘଟିଥିଲା ବୋଲି ଇତିହାସ କହେ।: [26, 1035, 154, 1069]
masthead: [26, 8, 936, 78]
weather-row: [426, 1225, 536, 1232]
lead-headline: ପଶ୍ଚିମବଙ୍ଗରେ ଭାଜପା ପାଳିଲା କଳା ଦିବସ: [164, 80, 656, 152]
registration-marks: C M Y K: [5, 1350, 13, 1385]
mamata-body-2: ଖବରଦେବାକୁ କହିଛନ୍ତି। ସୋମବାର ନବାନ୍ନରେ ଏକ ସାମ୍ବାଦିକ ସମ୍ମିଳନୀରେ ମମତା କହିଥିଲେ ଯେ ରାଜ୍ୟ ପୋଲିସ ପରିସ୍ଥିତି ନିୟନ୍ତ୍ରଣରେ ରଖିଛି। ଭାଜପା ଏହି ଘଟଣାକୁ ରାଜନୈତିକ ଫାଇଦା ପାଇଁ ବ୍ୟବହାର କରୁଛି ବୋଲି ସେ କହିଥିଲେ। ମୃତକଙ୍କ ପରିବାରକୁ ସହାୟତା ଦିଆଯିବ ବୋଲି ମଧ୍ୟ ସେ ଘୋଷଣା କରିଛନ୍ତି। ଅନ୍ୟପକ୍ଷରେ ଭାଜପା ମୁଖ୍ୟମନ୍ତ୍ରୀଙ୍କ ଏହି ବୟାନକୁ ଦୁର୍ଭାଗ୍ୟଜନକ କହିଛି। ରାଜ୍ୟପାଳଙ୍କ ସହ ମଧ୍ୟ ଆଲୋଚନା ହେବ ବୋଲି ଜଣାପଡ଼ିଛି।: [402, 478, 536, 550]
weather-low: ୨୭.୦: [504, 1203, 517, 1210]
weather-low: —: [504, 1282, 511, 1289]
mamata-story: ହିଂସା ଲାଗି ଭାଜପାକୁ ଦୋଷଦେଲେ ମମତା କୋଲକାତା, ୧୦।୬ ପଶ୍ଚିମବଙ୍ଗ ମୁଖ୍ୟମନ୍ତ୍ରୀ ମମତା ବାନାର୍ଜୀ ରାଜ୍ୟରେ ହିଂସାକାଣ୍ଡ ଲାଗି ଭାଜପାକୁ ଦୋଷ ଦେଇଛନ୍ତି। କେନ୍ଦ୍ର ଓ ଭାଜପା ନେତୃତ୍ୱ ରାଜ୍ୟରେ ଅଶାନ୍ତି ସୃଷ୍ଟି କରିବା ଲାଗି ଷଡ଼ଯନ୍ତ୍ର କରୁଛନ୍ତି ବୋଲି ସେ ଅଭିଯୋଗ କରିଛନ୍ତି। ସେ କହିଛନ୍ତି ଯେ ଭାଜପା ବାହାରୁ ଲୋକ ଆଣି ଗଣ୍ଡଗୋଳ କରାଉଛି। ସ୍ୱରାଷ୍ଟ୍ର ମନ୍ତ୍ରାଳୟର ପରାମର୍ଶକୁ ସେ ରାଜନୈତିକ ପ୍ରେରିତ ବୋଲି କହିଛନ୍ତି। ରାଜ୍ୟ ସରକାର ସମ୍ପୂର୍ଣ୍ଣ ଭାବେ ଆଇନ ଶୃଙ୍ଖଳା ରକ୍ଷା କରିବାରେ ସକ୍ଷମ ବୋଲି ସେ ଦାବି କରିଛନ୍ତି। ମୁଖ୍ୟମନ୍ତ୍ରୀ କହିଛନ୍ତି ଯେ ସେ କୌଣସି ଧମକକୁ ଭୟ କରନ୍ତି ନାହିଁ। ଖବରଦେବାକୁ କହିଛନ୍ତି। ସୋମବାର ନବାନ୍ନରେ ଏକ ସାମ୍ବାଦିକ ସମ୍ମିଳନୀରେ ମମତା କହିଥିଲେ ଯେ ରାଜ୍ୟ ପୋଲିସ ପରିସ୍ଥିତି ନିୟନ୍ତ୍ରଣରେ ରଖିଛି। ଭାଜପା ଏହି ଘଟଣାକୁ ରାଜନୈତିକ ଫାଇଦା ପାଇଁ ବ୍ୟବହାର କରୁଛି ବୋଲି ସେ କହିଥିଲେ। ମୃତକଙ୍କ ପରିବାରକୁ ସହାୟତା ଦିଆଯିବ ବୋଲି ମଧ୍ୟ ସେ ଘୋଷଣା କରିଛନ୍ତି। ଅନ୍ୟପକ୍ଷରେ ଭାଜପା ମୁଖ୍ୟମନ୍ତ୍ରୀଙ୍କ ଏହି ବୟାନକୁ ଦୁର୍ଭାଗ୍ୟଜନକ କହିଛି। ରାଜ୍ୟପାଳଙ୍କ ସହ ମଧ୍ୟ ଆଲୋଚନା ହେବ ବୋଲି ଜଣାପଡ଼ିଛି।: [164, 442, 538, 702]
lead-story: ପଶ୍ଚିମବଙ୍ଗରେ ଭାଜପା ପାଳିଲା କଳା ଦିବସ କୋଲକାତା, ୧୦।୬ ପଶ୍ଚିମବଙ୍ଗର ଉତ୍ତର ୨୪ ପରଗଣା ଜିଲ୍ଲାର ସନ୍ଦେଶଖାଲିରେ ଭାଜପା କର୍ମୀଙ୍କ ହତ୍ୟା ଘଟଣାକୁ ବିରୋଧ କରି ଭାଜପା ସୋମବାର ରାଜ୍ୟବ୍ୟାପୀ କଳା ଦିବସ ପାଳନ କରିଥିଲା। ପ୍ରଦେଶ ଭାଜପା ସଭାପତି ଦିଲୀପ ଘୋଷଙ୍କ ନେତୃତ୍ୱରେ ବିଭିନ୍ନ ସ୍ଥାନରେ ପ୍ରତିବାଦ ସଭା ଓ ରାଲି ଆୟୋଜନ କରାଯାଇଥିଲା। ଏହି ଘଟଣାରେ ୪ ଜଣ ପ୍ରାଣ ହରାଇଥିଲେ। ଭାଜପା କର୍ମୀମାନେ କଳା ବ୍ୟାଜ୍ ପିନ୍ଧି ରାସ୍ତାରେ ପ୍ରତିବାଦ ପ୍ରଦର୍ଶନ କରିଥିଲେ। ଉତ୍ତର ୨୪ ପରଗଣା ଜିଲ୍ଲାରେ ୧୨ ଘଣ୍ଟିଆ ବନ୍ଦ ପାଳନ କରାଯାଇଥିଲା। ବସିରହାଟରେ ଭାଜପା କର୍ମୀମାନେ ଗାଡ଼ିମୋଟର ଅଟକାଇ ପ୍ରତିବାଦ କରିଥିଲେ। ପୋଲିସ ଓ ପ୍ରଶାସନ ସତର୍କ ରହିଥିଲା। ଭାଜପା ନେତୃତ୍ୱ ଏହି ହିଂସା ପାଇଁ ତୃଣମୂଳ କଂଗ୍ରେସକୁ ଦାୟୀ କରିଛି। କେନ୍ଦ୍ର ସରକାର ରାଜ୍ୟ ସରକାରଙ୍କଠାରୁ ରିପୋର୍ଟ ମାଗିଛନ୍ତି। ଘଟଣାସ୍ଥଳରେ ଅତିରିକ୍ତ ପୋଲିସ ଫୋର୍ସ ମୁତୟନ କରାଯାଇଛି। ମୃତକଙ୍କ ପରିବାରକୁ ଦଳ ପକ୍ଷରୁ ସହାୟତା ଘୋଷଣା କରାଯାଇଛି। ଗତ କିଛି ଦିନ ହେବ ରାଜ୍ୟର ବିଭିନ୍ନ ସ୍ଥାନରେ ରାଜନୈତିକ ହିଂସା ଜାରି ରହିଛି ବୋଲି ଅଭିଯୋଗ ହେଉଛି। ପଶ୍ଚିମବଙ୍ଗ ରାଜ୍ୟରେ ଭାଜପା କର୍ମୀମାନେ ମମତାଙ୍କ କୁଶପୁତ୍ତଳିକା ଦାହ କରୁଛନ୍ତି। ବସିରହାଟରେ ୧୨ ଘଣ୍ଟିଆ ବନ୍ଦ ପଶ୍ଚିମବଙ୍ଗ ବିଭିନ୍ନ ସ୍ଥାନରେ ହିଂସାକାଣ୍ଡ ଜାରି ରହିଥିବା ବେଳେ ଭାଜପା ଦଳ ଏହାକୁ ନେଇ ଆନ୍ଦୋଳନ ତୀବ୍ର କରିଛି। ଦଳର ବରିଷ୍ଠ ନେତା ମୁକୁଲ ରାୟ କହିଛନ୍ତି ଯେ ରାଜ୍ୟରେ ଆଇନ ଶୃଙ୍ଖଳା ସ୍ଥିତି ଭାଙ୍ଗି ପଡ଼ିଛି। ଅନ୍ୟପକ୍ଷରେ ତୃଣମୂଳ କଂଗ୍ରେସ ଏହି ଅଭିଯୋଗକୁ ଖଣ୍ଡନ କରିଛି। ଦଳର ମୁଖପାତ୍ର କହିଛନ୍ତି ଯେ ଭାଜପା ରାଜ୍ୟରେ ଅଶାନ୍ତି ସୃଷ୍ଟି କରିବାକୁ ଚେଷ୍ଟା କରୁଛି। କେନ୍ଦ୍ର ସ୍ୱରାଷ୍ଟ୍ର ମନ୍ତ୍ରାଳୟ ଏହି ଘଟଣାକୁ ଗମ୍ଭୀରତାର ସହ ନେଇଛି ଏବଂ ରାଜ୍ୟ ସରକାରଙ୍କୁ ପରାମର୍ଶ ଜାରି କରିଛି। ପ୍ରଶାସନ ସମସ୍ତ ପରିସ୍ଥିତି ଉପରେ ନଜର ରଖିଛି। ପ୍ରଧାନମନ୍ତ୍ରୀ, ସ୍ୱରାଷ୍ଟ୍ର ମନ୍ତ୍ରୀଙ୍କୁ ଭେଟିଲେ ରାଜ୍ୟପାଳ ନୂଆଦିଲ୍ଲୀ, ୧୦।୬ ପଶ୍ଚିମବଙ୍ଗ ରାଜ୍ୟପାଳ କେଶରୀ ନାଥ ତ୍ରିପାଠୀ ସୋମବାର ଦିଲ୍ଲୀରେ ପ୍ରଧାନମନ୍ତ୍ରୀ ନରେନ୍ଦ୍ର ମୋଦି ଓ ସ୍ୱରାଷ୍ଟ୍ରମନ୍ତ୍ରୀ ଅମିତ ଶାହଙ୍କୁ ଭେଟି ରାଜ୍ୟର ଆଇନ ଶୃଙ୍ଖଳା ସ୍ଥିତି ସମ୍ପର୍କରେ ଅବଗତ କରାଇଛନ୍ତି। ପ୍ରଧାନମନ୍ତ୍ରୀଙ୍କ ସହ ଏହି ସାକ୍ଷାତ ସୌଜନ୍ୟମୂଳକ ବୋଲି ରାଜ୍ୟପାଳ କହିଛନ୍ତି। ତେବେ ରାଜ୍ୟରେ ଚାଲିଥିବା ହିଂସା ସମ୍ପର୍କରେ ସେ ରିପୋର୍ଟ ଦେଇଥିବା ଜଣାପଡ଼ିଛି। ସ୍ୱରାଷ୍ଟ୍ର ମନ୍ତ୍ରାଳୟ ମଧ୍ୟ ରାଜ୍ୟ ସରକାରଙ୍କୁ ପରାମର୍ଶ ଜାରି କରିଛି। ସ୍ଥିତି ଓ ହିଂସାକାଣ୍ଡ ସମ୍ପର୍କରେ ଅବଗତ କରାଇଥିଲେ। ରାଜ୍ୟରେ ଭାଜପା ଓ ତୃଣମୂଳ ମଧ୍ୟରେ ଲାଗି ରହିଥିବା ସଂଘର୍ଷ ଏବଂ ପୋଲିସର ଭୂମିକା ସମ୍ପର୍କରେ ସେ ବିସ୍ତୃତ ଆଲୋଚନା କରିଥିଲେ। ସମସ୍ତ ପକ୍ଷକୁ ଶାନ୍ତି ବଜାୟ ରଖିବାକୁ ଆହ୍ୱାନ ଦିଆଯାଇଛି।: [164, 80, 656, 702]
protest-photo: [307, 160, 537, 295]
weather-forecast: ରାଜ୍ୟ-ଆକାଶ ମେଘୁଆ ରହିବ। ଉପକୂଳ ଓଡ଼ିଶାରେ ଲଘୁରୁ ମଧ୍ୟମ ଧରଣର ବର୍ଷା ହେବ। ଦକ୍ଷିଣ ଓଡ଼ିଶାରେ ଅଳ୍ପ ବର୍ଷା ସମ୍ଭାବନା ରହିଛି। ପଶ୍ଚିମ ଓଡ଼ିଶାରେ ତାପପ୍ରବାହ ଜାରି ରହିବ। ଭୁବନେଶ୍ୱରରେ ସର୍ବାଧିକ ୩୮ ଡିଗ୍ରୀ ସେଲସିୟସ୍ ତାପମାତ୍ରା ରହିପାରେ। ଆର୍ଦ୍ରତା ଅଧିକ ରହିବ ବୋଲି ପାଣିପାଗ ବିଭାଗ ସୂଚନା ଦେଇଛି।: [338, 1090, 420, 1178]
gang-headline: ଗଣବଳାତ୍କାର ମାମଲାରେ ୧୧ ଜଣଙ୍କୁ ଆଜୀବନ ଜେଲ: [546, 965, 854, 983]
weather-high: ୩୫.୨: [475, 1124, 488, 1131]
weather-low: ୨୮.୨: [504, 1109, 516, 1116]
quote-text: ଶେଖର ବିଭିନ୍ନ ସ୍ଥାନରେ ମୁସ୍‌ଲିମ ଅପରାଧୀମାନେ ପ୍ରହାର ! ଏହାକୁ ଧର୍ମ ସହ ଯୋଡ଼ା ନ ଯାଉ। ସମ୍ବାଦପତ୍ର ନିର୍ଦ୍ଦିଷ୍ଟ ଭାବେ ଦୋଷୀ ଦଣ୍ଡିତ ହେବା ଉଚିତ ! - ଆସାଦୁଦ୍ଦିନ ଓୱାଇସି, ଏଆଇଏମ୍‌ଆଇଏମ୍ ଅଧ୍ୟକ୍ଷ: [334, 13, 634, 51]
registration-marks: C M Y K: [5, 400, 13, 435]
weather-high: ୩୫.୨: [475, 1232, 488, 1239]
crazy-photo: [792, 468, 918, 574]
brief-headline: ଦିଲ୍ଲୀରେ ସର୍ବକାଳୀନ ରେକର୍ଡ: [26, 551, 139, 563]
weather-high: ୩୪.୪: [475, 1246, 489, 1253]
mamata-body: ପଶ୍ଚିମବଙ୍ଗ ମୁଖ୍ୟମନ୍ତ୍ରୀ ମମତା ବାନାର୍ଜୀ ରାଜ୍ୟରେ ହିଂସାକାଣ୍ଡ ଲାଗି ଭାଜପାକୁ ଦୋଷ ଦେଇଛନ୍ତି। କେନ୍ଦ୍ର ଓ ଭାଜପା ନେତୃତ୍ୱ ରାଜ୍ୟରେ ଅଶାନ୍ତି ସୃଷ୍ଟି କରିବା ଲାଗି ଷଡ଼ଯନ୍ତ୍ର କରୁଛନ୍ତି ବୋଲି ସେ ଅଭିଯୋଗ କରିଛନ୍ତି। ସେ କହିଛନ୍ତି ଯେ ଭାଜପା ବାହାରୁ ଲୋକ ଆଣି ଗଣ୍ଡଗୋଳ କରାଉଛି। ସ୍ୱରାଷ୍ଟ୍ର ମନ୍ତ୍ରାଳୟର ପରାମର୍ଶକୁ ସେ ରାଜନୈତିକ ପ୍ରେରିତ ବୋଲି କହିଛନ୍ତି। ରାଜ୍ୟ ସରକାର ସମ୍ପୂର୍ଣ୍ଣ ଭାବେ ଆଇନ ଶୃଙ୍ଖଳା ରକ୍ଷା କରିବାରେ ସକ୍ଷମ ବୋଲି ସେ ଦାବି କରିଛନ୍ତି। ମୁଖ୍ୟମନ୍ତ୍ରୀ କହିଛନ୍ତି ଯେ ସେ କୌଣସି ଧମକକୁ ଭୟ କରନ୍ତି ନାହିଁ।: [168, 538, 302, 618]
weather-city: ଅନୁଗୋଳ: [428, 1181, 449, 1188]
friday-body-2: ୨୦୦୫ରେ ହିନ୍ଦୀ ଚଳଚ୍ଚିତ୍ର ଚାନ୍ଦ ସା ରୋଶନ ଚେହେରା ଜରିଆରେ ସେ ବଲିଉଡରେ ପାଦ ଥାପିଥିଲେ। ଏହା ପରେ ସେ ଦକ୍ଷିଣ ଭାରତୀୟ ଚଳଚ୍ଚିତ୍ରରେ ଅଧିକ ସଫଳତା ପାଇଥିଲେ। ହିମ୍ମତୱାଲା, ହମସକଲ୍ସ, ଏଣ୍ଟରଟେନମେଣ୍ଟ ଭଳି ଚଳଚ୍ଚିତ୍ରରେ ସେ ଅଭିନୟ କରିଛନ୍ତି। ତାଙ୍କ ଆଗାମୀ ଚଳଚ୍ଚିତ୍ର ଖାମୋଶି ଶୀଘ୍ର ରିଲିଜ ହେବାକୁ ଯାଉଛି। ସେ କହିଛନ୍ତି ଯେ ପ୍ରତ୍ୟେକ ଚଳଚ୍ଚିତ୍ର ପାଇଁ ସେ ପୂରା ପରିଶ୍ରମ କରନ୍ତି।: [802, 1152, 914, 1232]
weather-table: ସର୍ବାଧିକ ସର୍ବନିମ୍ନ ଭୁବନେଶ୍ୱର ୩୭.୮ ୨୮.୦ କଟକ ୩୮.୦ ୨୭.୪ ପୁରୀ ୩୨.୪ ୨୮.୨ ପାରାଦୀପ ୩୩.୪ ୨୮.୦ ଚାନ୍ଦବାଲି ୩୫.୨ ୨୭.୦ ବାଲେଶ୍ୱର ୩୬.୦ ୨୬.୮ ଗୋପାଳପୁର ୩୩.୦ ୨୮.୬ ସମ୍ବଲପୁର ୪୩.୮ ୩୦.୦ ଝାରସୁଗୁଡ଼ା ୪୪.୦ ୩୧.୦ ଟିଟିଲାଗଡ଼ ୪୫.୦ ୩୧.୪ ଭବାନୀପାଟଣା ୪୪.୬ ୩୦.୮ ବଲାଙ୍ଗୀର ୪୪.୮ ୩୦.୬ ଅନୁଗୋଳ ୪୩.୨ ୨୯.୮ ତାଳଚେର ୪୩.୬ ୩୦.୦ ହୀରାକୁଦ ୪୪.୦ ୨୯.୬ କେନ୍ଦୁଝର ୪୦.୦ ୨୭.୦ ସୁନ୍ଦରଗଡ଼ ୪୨.୬ ୨୯.୦ ବାରିପଦା ୩୭.୪ ୨୬.୬ ଫୁଲବାଣୀ ୪୦.୨ ୨୬.୪ ଦରିଙ୍ଗବାଡ଼ି ୩୫.୨ ୨୨.୦ କୋରାପୁଟ ୩୩.୮ ୨୨.୬ ଜୟପୁର ୩୪.୪ ୨୩.୦ ମାଲକାନଗିରି ୩୮.୮ ୨୬.୪ ରାୟଗଡ଼ା ୩୯.୦ ୨୭.୨ ନବରଙ୍ଗପୁର ୩୮.୪ ୨୬.୦ ଭଦ୍ରକ ୩୬.୬ — ଯାଜପୁର ୩୭.୦ —: [426, 1088, 536, 1290]
weather-high: ୩୯.୦: [475, 1260, 489, 1267]
quote-portrait: [256, 10, 294, 56]
governor-headline: ପ୍ରଧାନମନ୍ତ୍ରୀ, ସ୍ୱରାଷ୍ଟ୍ର ମନ୍ତ୍ରୀଙ୍କୁ ଭେଟିଲେ ରାଜ୍ୟପାଳ: [544, 159, 641, 200]
weather-high: ୪୪.୦: [475, 1152, 489, 1159]
weather-low: ୩୦.୮: [504, 1167, 518, 1174]
deer-photo: [550, 718, 916, 940]
governor-photo: [544, 392, 654, 474]
weather-row: [426, 1110, 536, 1117]
weather-city: ଭଦ୍ରକ: [428, 1275, 445, 1282]
weather-city: ତାଳଚେର: [428, 1188, 448, 1195]
weather-low: ୨୬.୪: [504, 1224, 517, 1231]
weather-note: ଡିଗ୍ରୀ ସେଲସିୟସ୍‌ରେ: [464, 1396, 514, 1403]
weather-city: କେନ୍ଦୁଝର: [428, 1203, 448, 1210]
weather-row: [426, 1124, 536, 1131]
weather-low: ୨୭.୨: [504, 1260, 516, 1267]
weather-low: ୩୦.୦: [504, 1145, 520, 1152]
weather-high: ୩୩.୪: [475, 1116, 490, 1123]
weather-city: ବାଲେଶ୍ୱର: [428, 1131, 454, 1138]
weather-row: [426, 1174, 536, 1181]
weather-row: [426, 1268, 536, 1275]
weather-city: ଭୁବନେଶ୍ୱର: [428, 1095, 456, 1102]
sun-cloud-icon: [516, 1069, 530, 1083]
weather-high: ୪୨.୬: [475, 1210, 488, 1217]
print-footer: [0, 1408, 945, 1436]
briefs-column: [26, 80, 154, 1410]
weather-high: ୩୩.୦: [475, 1138, 491, 1145]
satellite-image: [164, 1066, 334, 1396]
weather-city: ପାରାଦୀପ: [428, 1116, 448, 1123]
weather-low: ୨୬.୦: [504, 1268, 517, 1275]
weather-city: ଫୁଲବାଣୀ: [428, 1224, 449, 1231]
crazy-headline: ତାମିଲ ହାସ୍ୟାଭିନେତା: [719, 385, 865, 406]
weather-city: ଗୋପାଳପୁର: [428, 1138, 455, 1145]
brief-headline: ତାପମାତ୍ରା ୪୮ ଡିଗ୍ରୀ: [26, 561, 115, 599]
weather-low: ୩୧.୪: [504, 1160, 518, 1167]
history-headline: ଜୁନ ୧୧ର ପ୍ରମୁଖ ଘଟଣା: [26, 946, 133, 960]
weather-low: ୨୬.୪: [504, 1253, 517, 1260]
weather-city: ଦରିଙ୍ଗବାଡ଼ି: [428, 1232, 455, 1239]
registration-marks: C M Y K: [5, 660, 13, 695]
weather-high: ୪୦.୨: [475, 1224, 488, 1231]
weather-high: ୪୩.୬: [475, 1188, 489, 1195]
weather-city: ଜୟପୁର: [428, 1246, 445, 1253]
